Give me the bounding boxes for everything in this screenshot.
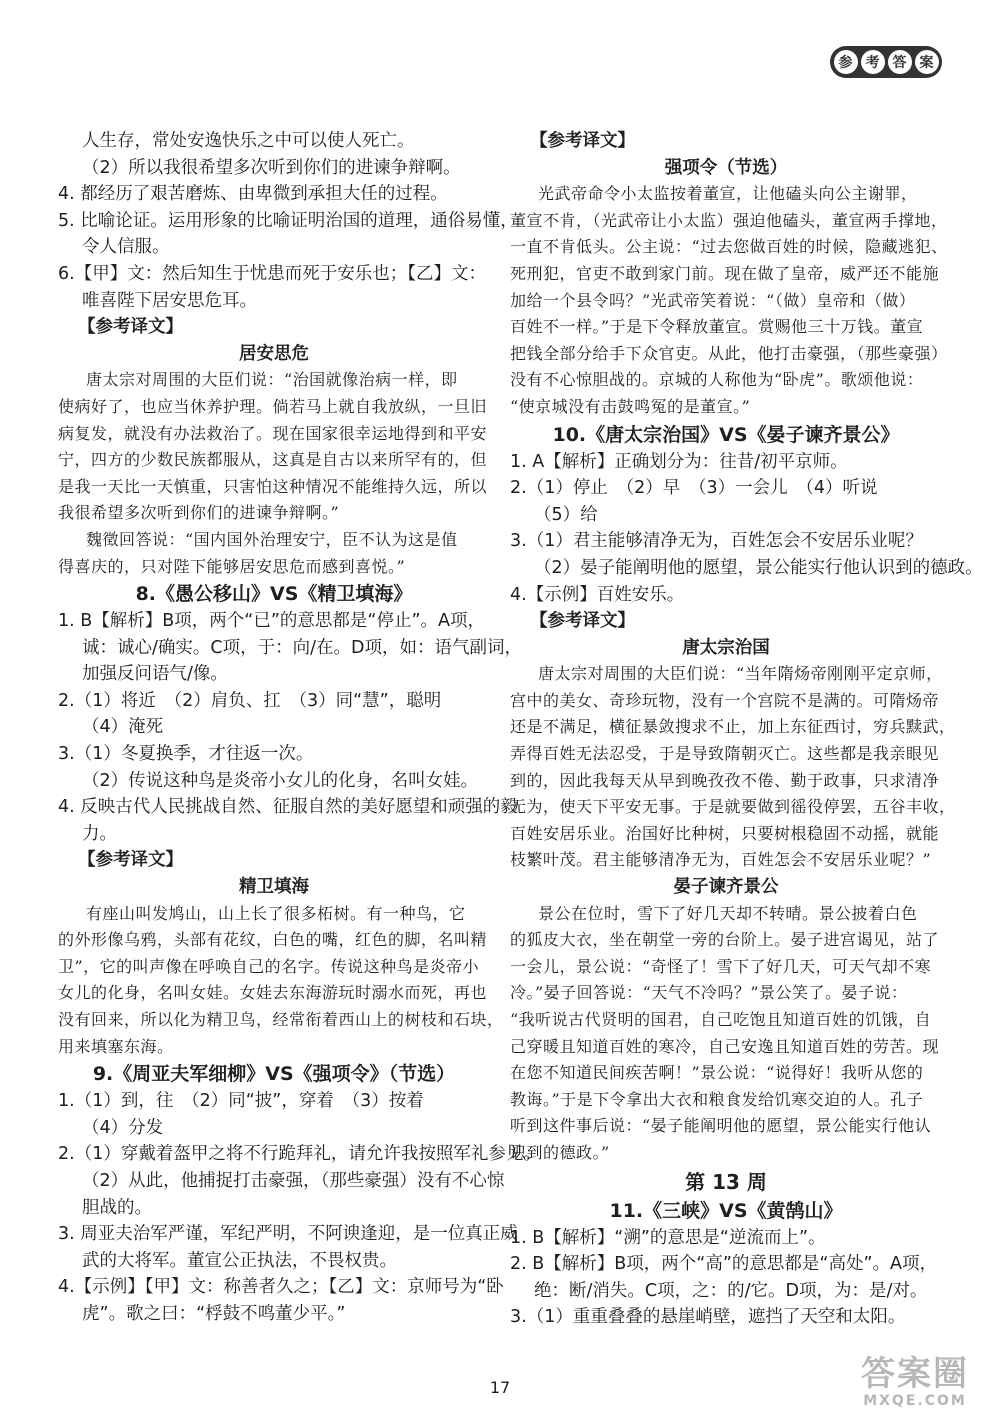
text-line: 3.（1）重重叠叠的悬崖峭壁，遮挡了天空和太阳。: [510, 1307, 906, 1328]
text-line: 弄得百姓无法忍受，于是导致隋朝灭亡。这些都是我亲眼见: [510, 744, 940, 764]
text-line: 6.【甲】文：然后知生于忧患而死于安乐也；【乙】文：: [58, 263, 486, 284]
text-line: 令人信服。: [82, 237, 170, 258]
text-line: 4.【示例】百姓安乐。: [510, 584, 685, 605]
text-line: 绝：断/消失。C项，之：的/它。D项，为：是/对。: [534, 1280, 928, 1301]
text-line: 胆战的。: [82, 1197, 152, 1218]
text-line: 用来填塞东海。: [58, 1036, 174, 1056]
text-line: 第 13 周: [685, 1169, 767, 1194]
left-column: [58, 128, 541, 1328]
answer-key-badge: [830, 46, 942, 78]
text-line: 的外形像乌鸦，头部有花纹，白色的嘴，红色的脚，名叫精: [58, 930, 488, 950]
text-line: 一会儿，景公说：“奇怪了！雪下了好几天，可天气却不寒: [510, 956, 932, 976]
text-line: 4. 反映古代人民挑战自然、征服自然的美好愿望和顽强的毅: [58, 797, 518, 818]
text-line: 2.（1）停止 （2）早 （3）一会儿 （4）听说: [510, 478, 878, 499]
text-line: 1.（1）到，往 （2）同“披”，穿着 （3）按着: [58, 1091, 424, 1112]
text-line: 枝繁叶茂。君主能够清净无为，百姓怎会不安居乐业呢？”: [510, 850, 932, 870]
text-line: （4）淹死: [82, 717, 164, 738]
watermark-text: 答案圈: [861, 1354, 969, 1394]
text-line: 的狐皮大衣，坐在朝堂一旁的台阶上。晏子进宫谒见，站了: [510, 930, 940, 950]
text-line: 【参考译文】: [530, 131, 635, 151]
page-number: 17: [489, 1378, 511, 1397]
text-line: （2）所以我很希望多次听到你们的进谏争辩啊。: [82, 157, 461, 178]
text-line: 教诲。”于是下令拿出大衣和粮食发给饥寒交迫的人。孔子: [510, 1089, 924, 1109]
text-line: 冷。”晏子回答说：“天气不冷吗？”景公笑了。晏子说：: [510, 983, 908, 1003]
text-line: 没有回来，所以化为精卫鸟，经常衔着西山上的树枝和石块，: [58, 1010, 504, 1029]
text-line: 加给一个县令吗？”光武帝笑着说：“（做）皇帝和（做）: [510, 290, 916, 310]
text-line: 魏徵回答说：“国内国外治理安宁，臣不认为这是值: [86, 529, 458, 549]
text-line: 宁，四方的少数民族都服从，这真是自古以来所罕有的，但: [58, 450, 488, 470]
text-line: 董宣不肯，（光武帝让小太监）强迫他磕头，董宣两手撑地，: [510, 210, 948, 230]
text-line: 病复发，就没有办法救治了。现在国家很幸运地得到和平安: [58, 423, 488, 443]
text-line: 1. B【解析】B项，两个“已”的意思都是“停止”。A项，: [58, 611, 486, 632]
text-line: 【参考译文】: [78, 850, 183, 871]
badge-char: 参: [834, 50, 858, 74]
text-line: 己穿暖且知道百姓的寒冷，自己安逸且知道百姓的劳苦。现: [510, 1036, 940, 1056]
text-line: 没有不心惊胆战的。京城的人称他为“卧虎”。歌颂他说：: [510, 370, 924, 390]
text-line: 2.（1）穿戴着盔甲之将不行跪拜礼，请允许我按照军礼参见。: [58, 1144, 541, 1165]
text-line: 加强反问语气/像。: [82, 664, 228, 685]
text-line: 景公在位时，雪下了好几天却不转晴。景公披着白色: [538, 903, 918, 923]
text-line: 精卫填海: [239, 877, 309, 898]
text-line: 11.《三峡》VS《黄鹄山》: [609, 1199, 843, 1222]
text-line: （2）传说这种鸟是炎帝小女儿的化身，名叫女娃。: [82, 770, 479, 791]
text-line: 8.《愚公移山》VS《精卫填海》: [135, 583, 413, 606]
text-line: 唯喜陛下居安思危耳。: [82, 290, 257, 311]
text-line: （2）晏子能阐明他的愿望，景公能实行他认识到的德政。: [534, 557, 983, 578]
text-line: 我很希望多次听到你们的进谏争辩啊。”: [58, 503, 340, 523]
text-line: 虎”。歌之曰：“桴鼓不鸣董少平。”: [82, 1303, 346, 1324]
text-line: 得喜庆的，只对陛下能够居安思危而感到喜悦。”: [58, 556, 406, 576]
text-line: 把钱全部分给手下众官吏。从此，他打击豪强，（那些豪强）: [510, 343, 948, 363]
right-column: [510, 128, 983, 1331]
text-line: 5. 比喻论证。运用形象的比喻证明治国的道理，通俗易懂，: [58, 210, 518, 231]
text-line: 使病好了，也应当休养护理。倘若马上就自我放纵，一旦旧: [58, 396, 488, 416]
text-line: 力。: [82, 823, 117, 844]
text-line: 一直不肯低头。公主说：“过去您做百姓的时候，隐藏逃犯、: [510, 237, 948, 257]
text-line: 死刑犯，官吏不敢到家门前。现在做了皇帝，威严还不能施: [510, 263, 940, 283]
text-line: 1. A【解析】正确划分为：往昔/初平京师。: [510, 451, 848, 472]
text-line: 是我一天比一天慎重，只害怕这种情况不能维持久远，所以: [58, 476, 488, 496]
text-line: 【参考译文】: [530, 611, 635, 632]
text-line: 【参考译文】: [78, 317, 183, 338]
text-line: “使京城没有击鼓鸣冤的是董宣。”: [510, 396, 751, 416]
text-line: 诚：诚心/确实。C项，于：向/在。D项，如：语气副词，: [82, 637, 522, 658]
text-line: 居安思危: [239, 343, 309, 364]
text-line: 4.【示例】【甲】文：称善者久之；【乙】文：京师号为“卧: [58, 1277, 504, 1298]
badge-char: 案: [915, 50, 939, 74]
text-line: 3. 周亚夫治军严谨，军纪严明，不阿谀逢迎，是一位真正威: [58, 1224, 518, 1245]
text-line: 1. B【解析】“溯”的意思是“逆流而上”。: [510, 1227, 826, 1248]
text-line: 人生存，常处安逸快乐之中可以使人死亡。: [82, 131, 415, 151]
badge-char: 考: [861, 50, 885, 74]
text-line: 到的，因此我每天从早到晚孜孜不倦、勤于政事，只求清净: [510, 770, 940, 790]
text-line: 百姓不一样。”于是下令释放董宣。赏赐他三十万钱。董宣: [510, 317, 924, 337]
text-line: 晏子谏齐景公: [673, 877, 779, 898]
text-line: 10.《唐太宗治国》VS《晏子谏齐景公》: [552, 423, 900, 446]
text-line: 无为，使天下平安无事。于是就要做到徭役停罢，五谷丰收，: [510, 797, 956, 817]
text-line: 唐太宗治国: [682, 637, 770, 658]
text-line: 还是不满足，横征暴敛搜求不止，加上东征西讨，穷兵黩武，: [510, 717, 956, 737]
text-line: 唐太宗对周围的大臣们说：“治国就像治病一样，即: [86, 370, 458, 390]
watermark-url: MXQE.COM: [863, 1393, 967, 1409]
text-line: 唐太宗对周围的大臣们说：“当年隋炀帝刚刚平定京师，: [538, 664, 943, 684]
text-line: “我听说古代贤明的国君，自己吃饱且知道百姓的饥饿，自: [510, 1010, 932, 1029]
text-line: 3.（1）君主能够清净无为，百姓怎会不安居乐业呢？: [510, 531, 923, 552]
text-line: 3.（1）冬夏换季，才往返一次。: [58, 744, 314, 765]
text-line: 识到的德政。”: [510, 1142, 610, 1162]
text-line: （5）给: [534, 504, 598, 525]
badge-char: 答: [888, 50, 912, 74]
text-line: 武的大将军。董宣公正执法，不畏权贵。: [82, 1250, 397, 1271]
text-line: 宫中的美女、奇珍玩物，没有一个宫院不是满的。可隋炀帝: [510, 690, 940, 710]
text-line: 2. B【解析】B项，两个“高”的意思都是“高处”。A项，: [510, 1254, 938, 1275]
text-line: 在您不知道民间疾苦啊！”景公说：“说得好！我听从您的: [510, 1063, 924, 1083]
text-line: 卫”，它的叫声像在呼唤自己的名字。传说这种鸟是炎帝小: [58, 956, 480, 976]
text-line: 9.《周亚夫军细柳》VS《强项令》（节选）: [92, 1063, 456, 1086]
text-line: 百姓安居乐业。治国好比种树，只要树根稳固不动摇，就能: [510, 823, 940, 843]
watermark-logo: [840, 1355, 990, 1417]
text-line: 4. 都经历了艰苦磨炼、由卑微到承担大任的过程。: [58, 184, 448, 205]
text-line: 2.（1）将近 （2）肩负、扛 （3）同“慧”，聪明: [58, 690, 442, 711]
text-line: 女儿的化身，名叫女娃。女娃去东海游玩时溺水而死，再也: [58, 983, 488, 1003]
text-line: （4）分发: [82, 1117, 164, 1138]
text-line: 有座山叫发鸠山，山上长了很多柘树。有一种鸟，它: [86, 903, 466, 923]
text-line: 光武帝命令小太监按着董宣，让他磕头向公主谢罪，: [538, 184, 918, 204]
text-line: 听到这件事后说：“晏子能阐明他的愿望，景公能实行他认: [510, 1116, 932, 1136]
text-line: 强项令（节选）: [664, 157, 788, 178]
text-line: （2）从此，他捕捉打击豪强，（那些豪强）没有不心惊: [82, 1170, 505, 1191]
